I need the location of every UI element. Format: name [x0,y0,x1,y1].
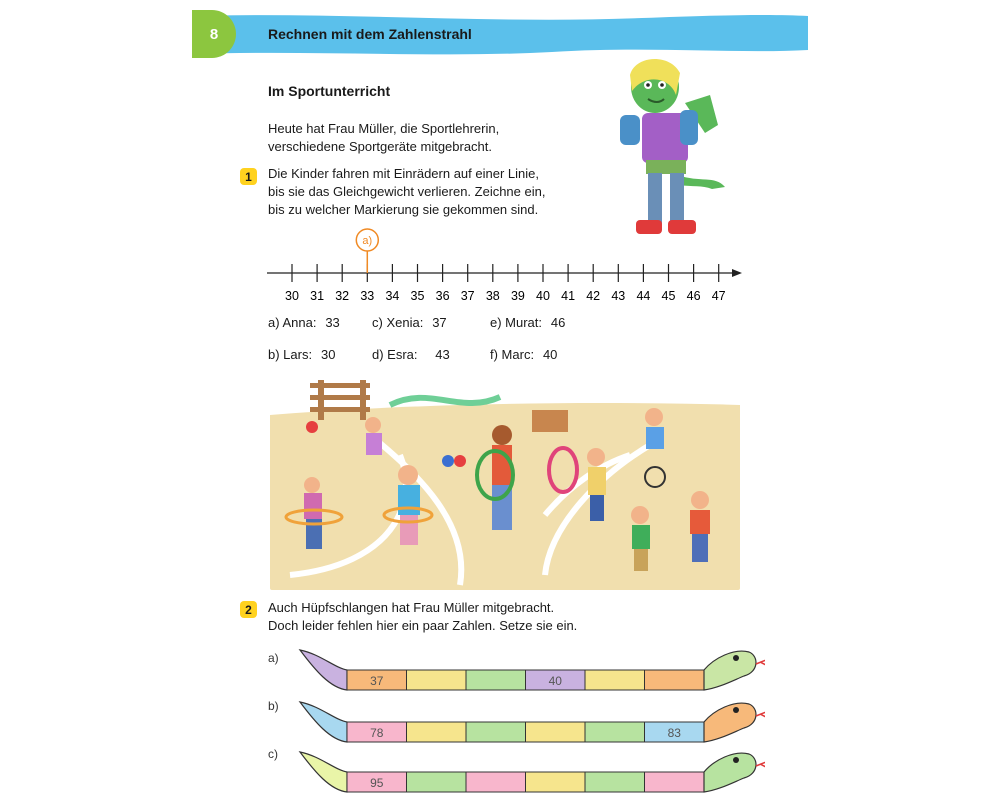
answer-label: d) Esra: [372,347,418,362]
snake-tongue [756,660,765,666]
snake-cell[interactable] [526,722,586,742]
tick-label-36: 36 [435,289,450,303]
snake-c [295,742,765,797]
answer-value: 46 [550,315,566,330]
number-line[interactable] [262,226,752,306]
answer-anna [268,314,340,332]
snake-c-label: c) [268,747,278,761]
task-1-text [268,165,545,219]
intro-text [268,120,499,156]
answer-xenia [372,314,447,332]
snake-cell[interactable] [407,670,467,690]
snake-a-label: a) [268,651,279,665]
tick-label-46: 46 [686,289,701,303]
tick-label-31: 31 [310,289,325,303]
section-title: Im Sportunterricht [268,83,391,99]
snake-cell[interactable] [407,772,467,792]
tick-label-41: 41 [561,289,576,303]
answer-label: c) Xenia: [372,315,424,330]
answer-value: 37 [432,315,447,330]
task-2-badge: 2 [240,601,257,618]
snake-cell-number: 83 [667,726,681,740]
snake-head [704,651,756,690]
tick-label-44: 44 [636,289,651,303]
snake-cell[interactable] [645,670,705,690]
number-line-arrow [732,269,742,277]
snake-cell[interactable] [645,772,705,792]
snake-cell[interactable] [466,722,526,742]
girl-character-illustration [610,55,740,245]
tick-label-45: 45 [661,289,676,303]
snake-b-label: b) [268,699,279,713]
snake-head [704,703,756,742]
snake-b [295,692,765,747]
tick-label-32: 32 [335,289,350,303]
snake-eye [733,655,739,661]
snake-tail [300,752,347,792]
tick-label-40: 40 [536,289,550,303]
answer-label: f) Marc: [490,347,535,362]
tick-label-35: 35 [410,289,425,303]
intro-line: verschiedene Sportgeräte mitgebracht. [268,139,493,154]
snake-cell[interactable] [526,772,586,792]
snake-tail [300,650,347,690]
answer-value: 43 [435,347,450,362]
snake-tail [300,702,347,742]
snake-eye [733,707,739,713]
tick-label-42: 42 [586,289,601,303]
snake-cell-number: 78 [370,726,384,740]
snake-cell[interactable] [585,772,645,792]
snake-cell[interactable] [585,670,645,690]
snake-cell-number: 40 [548,674,562,688]
snake-cell-number: 95 [370,776,384,790]
answer-label: b) Lars: [268,347,313,362]
snake-tongue [756,712,765,718]
snake-eye [733,757,739,763]
answer-murat [490,314,565,332]
task-2-text [268,599,577,635]
task-1-badge: 1 [240,168,257,185]
tick-label-33: 33 [360,289,375,303]
tick-label-38: 38 [485,289,500,303]
tick-label-43: 43 [611,289,626,303]
answer-value: 40 [542,347,558,362]
marker-a-label: a) [362,235,373,247]
snake-cell[interactable] [585,722,645,742]
answer-lars [268,346,335,364]
tick-label-37: 37 [460,289,475,303]
tick-label-30: 30 [285,289,299,303]
answer-esra [372,346,450,364]
intro-line: Heute hat Frau Müller, die Sportlehrerin, [268,121,500,136]
snake-cell[interactable] [466,670,526,690]
task-2-line: Auch Hüpfschlangen hat Frau Müller mitgebracht. [268,600,555,615]
snake-tongue [756,762,765,768]
task-1-line: bis zu welcher Markierung sie gekommen sind. [268,202,539,217]
answer-value: 30 [320,347,336,362]
snake-cell[interactable] [407,722,467,742]
page-number: 8 [192,10,236,58]
answer-label: a) Anna: [268,315,317,330]
gym-class-illustration [270,375,740,590]
snake-cell[interactable] [466,772,526,792]
snake-cell-number: 37 [370,674,384,688]
task-2-line: Doch leider fehlen hier ein paar Zahlen. Setze sie ein. [268,618,578,633]
tick-label-47: 47 [711,289,726,303]
answer-marc [490,346,557,364]
snake-a [295,640,765,695]
answer-label: e) Murat: [490,315,543,330]
chapter-title: Rechnen mit dem Zahlenstrahl [268,26,472,42]
task-1-line: bis sie das Gleichgewicht verlieren. Zeichne ein, [268,184,546,199]
answer-value: 33 [325,315,340,330]
snake-head [704,753,756,792]
task-1-line: Die Kinder fahren mit Einrädern auf einer Linie, [268,166,539,181]
tick-label-34: 34 [385,289,400,303]
tick-label-39: 39 [510,289,525,303]
